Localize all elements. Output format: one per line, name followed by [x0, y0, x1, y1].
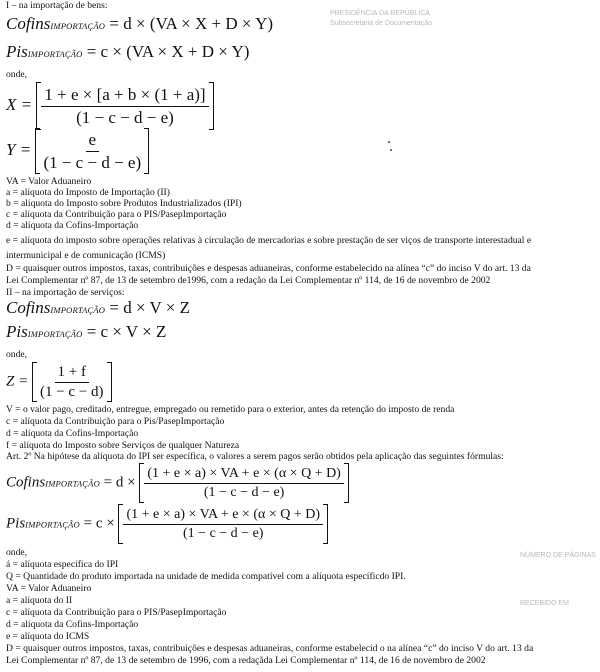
- definition-line: c = alíquota da Contribuição para o PIS/PasepImportação: [6, 209, 227, 220]
- definition-line: b = alíquota do Imposto sobre Produtos Industrializados (IPI): [6, 198, 242, 209]
- formula-pis-ipi: PisIMPORTAÇÃO = c × $\frac{(1 + e \times a) \times VA + e \times (\alpha \times Q + D)}{(1 - c - d - e)}$: [6, 504, 328, 544]
- onde-label: onde,: [6, 69, 28, 80]
- bleed-through-text: NÚMERO DE PÁGINAS: [520, 552, 596, 559]
- scan-speck: [388, 141, 390, 143]
- definition-line: e = alíquota do ICMS: [6, 631, 90, 642]
- formula-y: Y = $\frac{e}{(1 - c - d - e)}$: [6, 128, 149, 174]
- definition-line: a = alíquota do Imposto de Importação (II): [6, 187, 170, 198]
- definition-line: Lei Complementar nº 87, de 13 de setembro de 1996, com a redaçãda Lei Complementar nº 114, de 16 de novembro de 2002: [6, 655, 486, 666]
- formula-z: Z = $\frac{1 + f}{(1 - c - d)}$: [6, 362, 112, 402]
- definition-line: Q = Quantidade do produto importada na unidade de medida compatível com a alíquota específicdo IPI.: [6, 571, 406, 582]
- formula-cofins-goods: CofinsIMPORTAÇÃO = d × (VA × X + D × Y): [6, 14, 274, 33]
- definition-line: á = alíquota específica do IPI: [6, 559, 119, 570]
- bleed-through-text: PRESIDÊNCIA DA REPÚBLICA: [330, 10, 430, 17]
- bleed-through-text: Subsecretaria de Documentação: [330, 20, 432, 27]
- definition-line: d = alíquota da Cofins-Importação: [6, 619, 139, 630]
- definition-line: c = alíquota da Contribuição para o Pis/PasepImportação: [6, 416, 225, 427]
- onde-label: onde,: [6, 349, 28, 360]
- formula-cofins-ipi: CofinsIMPORTAÇÃO = d × $\frac{(1 + e \times a) \times VA + e \times (\alpha \times Q + D)}{(1 - c - d - e)}$: [6, 463, 349, 503]
- onde-label: onde,: [6, 547, 28, 558]
- scan-speck: [390, 149, 392, 151]
- definition-line: c = alíquota da Contribuição para o PIS/PasepImportação: [6, 607, 227, 618]
- definition-line: d = alíquota da Cofins-Importação: [6, 428, 139, 439]
- definition-line: V = o valor pago, creditado, entregue, empregado ou remetido para o exterior, antes da retenção do imposto de renda: [6, 404, 455, 415]
- formula-x: X = $\frac{1 + e \times [a + b \times (1 + a)]}{(1 - c - d - e)}$: [6, 82, 214, 130]
- section-heading-goods: I – na importação de bens:: [6, 0, 108, 11]
- bleed-through-text: RECEBIDO EM: [520, 600, 570, 607]
- section-heading-services: II – na importação de serviços:: [6, 287, 125, 298]
- definition-line: intermunicipal e de comunicação (ICMS): [6, 250, 166, 261]
- formula-cofins-services: CofinsIMPORTAÇÃO = d × V × Z: [6, 298, 190, 317]
- definition-line: D = quaisquer outros impostos, taxas, contribuições e despesas aduaneiras, conforme estabelecid o na alínea “c” do inciso V do art. 13 da: [6, 643, 534, 654]
- definition-line: Lei Complementar nº 87, de 13 de setembro de1996, com a redação da Lei Complementar nº 114, de 16 de novembro de 2002: [6, 275, 491, 286]
- definition-line: d = alíquota da Cofins-Importação: [6, 220, 139, 231]
- definition-line: D = quaisquer outros impostos, taxas, contribuições e despesas aduaneiras, conforme estabelecido na alínea “c” do inciso V do art. 13 da: [6, 263, 531, 274]
- definition-line: f = alíquota do Imposto sobre Serviços de qualquer Natureza: [6, 440, 240, 451]
- article-2-text: Art. 2º Na hipótese da alíquota do IPI ser específica, o valores a serem pagos serão obtidos pela aplicação das seguintes fórmulas:: [6, 451, 504, 462]
- definition-line: VA = Valor Aduaneiro: [6, 176, 92, 187]
- definition-line: a = alíquota do II: [6, 595, 73, 606]
- definition-line: e = alíquota do imposto sobre operações relativas à circulação de mercadorias e sobre prestação de ser viços de transporte interestadual e: [6, 235, 532, 246]
- formula-pis-services: PisIMPORTAÇÃO = c × V × Z: [6, 322, 167, 341]
- definition-line: VA = Valor Aduaneiro: [6, 583, 92, 594]
- formula-pis-goods: PisIMPORTAÇÃO = c × (VA × X + D × Y): [6, 42, 250, 61]
